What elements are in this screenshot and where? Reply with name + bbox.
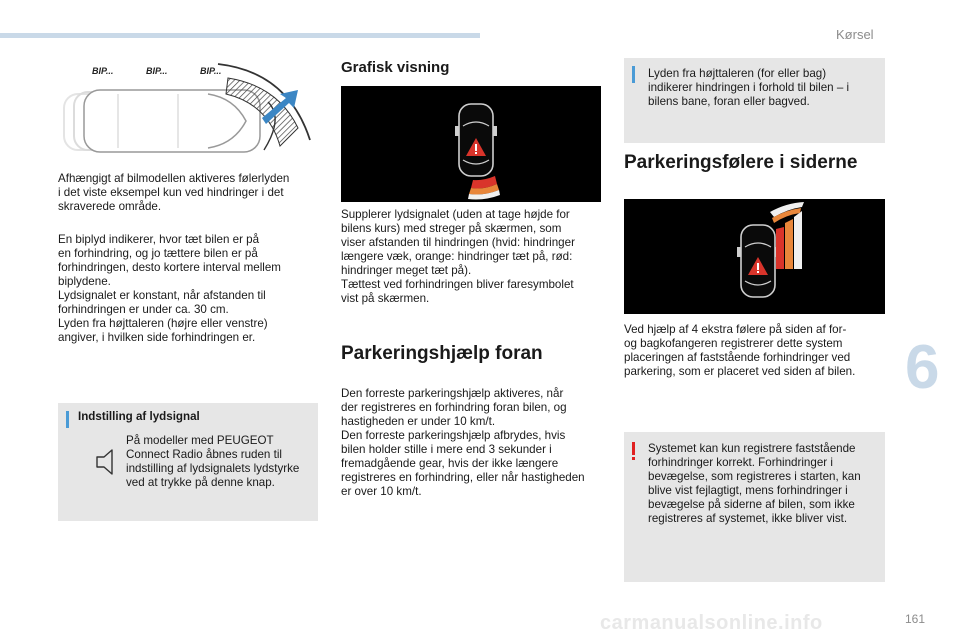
bip-label-3: BIP...: [200, 66, 222, 76]
info-marker-icon: [632, 66, 635, 83]
sound-setting-info-box: [58, 403, 318, 521]
van-top-view-illustration: [58, 58, 320, 164]
rear-parking-screen-image: [341, 86, 601, 202]
watermark: carmanualsonline.info: [600, 612, 823, 634]
graphic-display-text: Supplerer lydsignalet (uden at tage højde for bilens kurs) med streger på skærmen, som viser afstanden til hindringen (hvid: hindringer længere væk, orange: hindringer tæt på, rød: hindringer meget tæt på). Tættest ved forhindringen bliver faresymbolet vist på skærmen.: [341, 208, 575, 305]
warning-box: [624, 432, 885, 582]
page-number: 161: [905, 612, 926, 626]
info-box-title: Indstilling af lydsignal: [78, 410, 200, 423]
warning-marker-dot: [632, 457, 635, 460]
heading-graphic-display: Grafisk visning: [341, 59, 450, 76]
illustration-caption: Afhængigt af bilmodellen aktiveres følerlyden i det viste eksempel kun ved hindringer i det skraverede område.: [58, 172, 290, 213]
speaker-info-box: [624, 58, 885, 143]
heading-front-parking-assist: Parkeringshjælp foran: [341, 343, 543, 364]
header-bar: [0, 33, 480, 38]
heading-side-parking-sensors: Parkeringsfølere i siderne: [624, 152, 858, 173]
bip-label-1: BIP...: [92, 66, 114, 76]
info-marker-icon: [66, 411, 69, 428]
side-sensors-text: Ved hjælp af 4 ekstra følere på siden af for- og bagkofangeren registrerer dette system placeringen af faststående forhindringer ved parkering, som er placeret ved siden af bilen.: [624, 323, 856, 378]
front-parking-assist-text: Den forreste parkeringshjælp aktiveres, når der registreres en forhindring foran bilen, og hastigheden er under 10 km/t. Den forreste parkeringshjælp afbrydes, hvis bilen holder stille i mere end 3 sekunder i fremadgående gear, hvis der ikke længere registreres en forhindring, eller når hastigheden er over 10 km/t.: [341, 387, 585, 498]
warning-text: Systemet kan kun registrere faststående forhindringer korrekt. Forhindringer i bevægelse, som registreres i starten, kan blive vist fejlagtigt, mens forhindringer i bevægelse på siderne af bilen, som ikke registreres af systemet, ikke bliver vist.: [648, 442, 861, 525]
speaker-icon: [94, 447, 120, 477]
info-box-text: På modeller med PEUGEOT Connect Radio åbnes ruden til indstilling af lydsignalets lydstyrke ved at trykke på denne knap.: [126, 434, 300, 489]
warning-marker-icon: [632, 442, 635, 455]
section-title: Kørsel: [836, 27, 874, 42]
chapter-number: 6: [905, 333, 940, 402]
beep-description: En biplyd indikerer, hvor tæt bilen er på en forhindring, og jo tættere bilen er på forhindringen, desto kortere interval mellem biplydene. Lydsignalet er konstant, når afstanden til forhindringen er under ca. 30 cm. Lyden fra højttaleren (højre eller venstre) angiver, i hvilken side forhindringen er.: [58, 233, 281, 344]
speaker-info-text: Lyden fra højttaleren (for eller bag) indikerer hindringen i forhold til bilen – i bilens bane, foran eller bagved.: [648, 67, 850, 108]
bip-label-2: BIP...: [146, 66, 168, 76]
car-sensor-illustration: [58, 58, 320, 164]
side-sensors-screen-image: [624, 199, 885, 314]
